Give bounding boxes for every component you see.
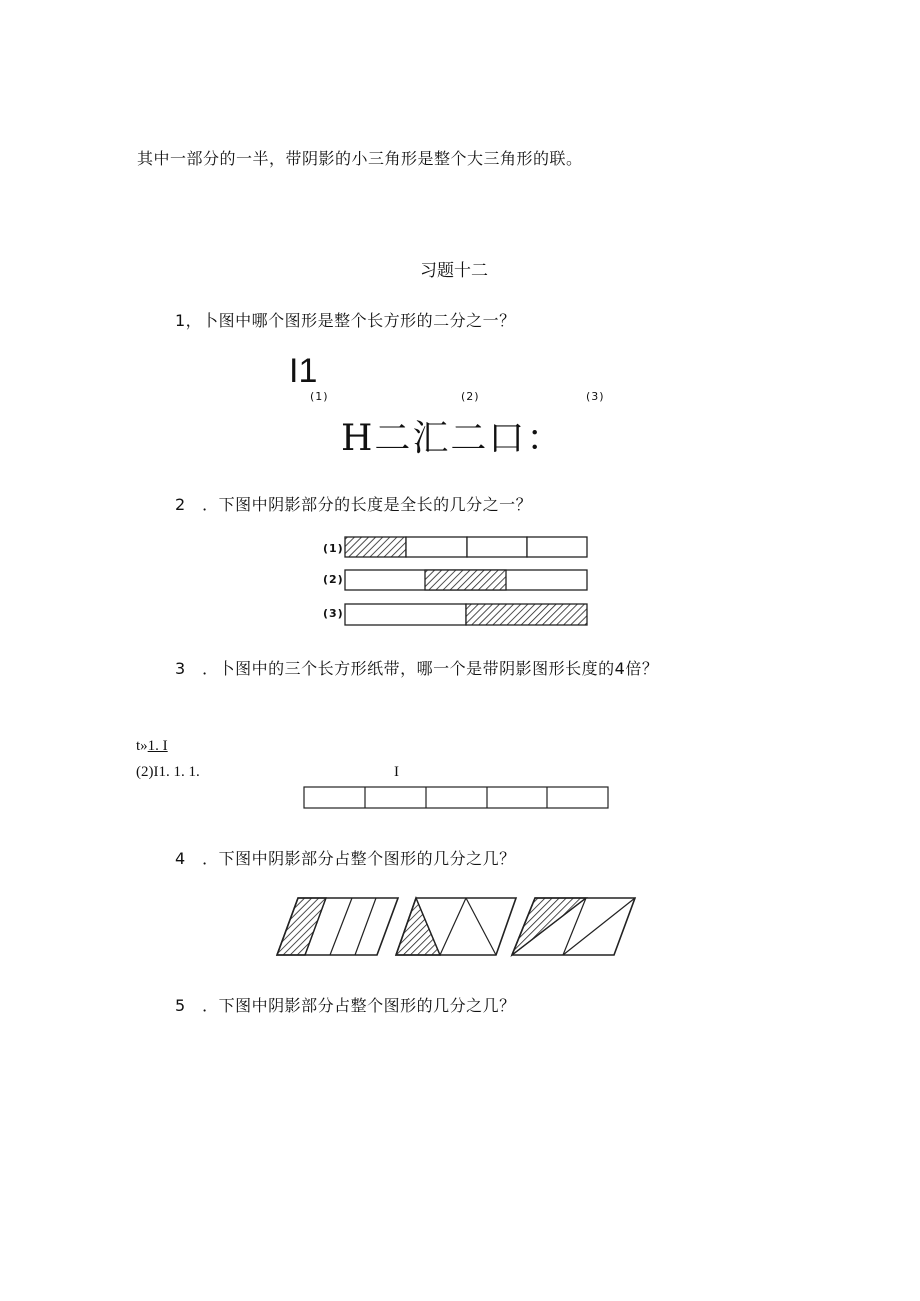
q3-line1-value: 1. I	[147, 738, 168, 754]
q2-bar-label-1: (1)	[323, 542, 344, 555]
q1-shapes-row: H二汇二口：	[341, 418, 565, 459]
q3-mark: I	[394, 764, 399, 780]
q3-prompt: 3 ．卜图中的三个长方形纸带，哪一个是带阴影图形长度的4倍？	[175, 659, 659, 678]
q1-label-2: (2)	[461, 390, 480, 403]
q1-glyph-top: I1	[289, 352, 318, 390]
q2-bar-label-2: (2)	[323, 573, 344, 586]
q1-prompt: 1，卜图中哪个图形是整个长方形的二分之一？	[175, 311, 516, 330]
q1-label-3: (3)	[586, 390, 605, 403]
q4-figure-1	[277, 898, 398, 955]
q2-prompt: 2 ．下图中阴影部分的长度是全长的几分之一？	[175, 495, 533, 514]
q4-figure-3	[512, 898, 635, 955]
q3-line1-prefix: t»	[136, 738, 148, 754]
intro-line: 其中一部分的一半，带阴影的小三角形是整个大三角形的联。	[137, 149, 583, 168]
q5-prompt: 5 ．下图中阴影部分占整个图形的几分之几？	[175, 996, 516, 1015]
q1-label-1: (1)	[310, 390, 329, 403]
q4-prompt: 4 ．下图中阴影部分占整个图形的几分之几？	[175, 849, 516, 868]
section-title: 习题十二	[420, 261, 488, 281]
q4-figure-2	[396, 898, 516, 955]
q3-line2: (2)I1. 1. 1.	[136, 764, 200, 780]
q2-bar-label-3: (3)	[323, 607, 344, 620]
